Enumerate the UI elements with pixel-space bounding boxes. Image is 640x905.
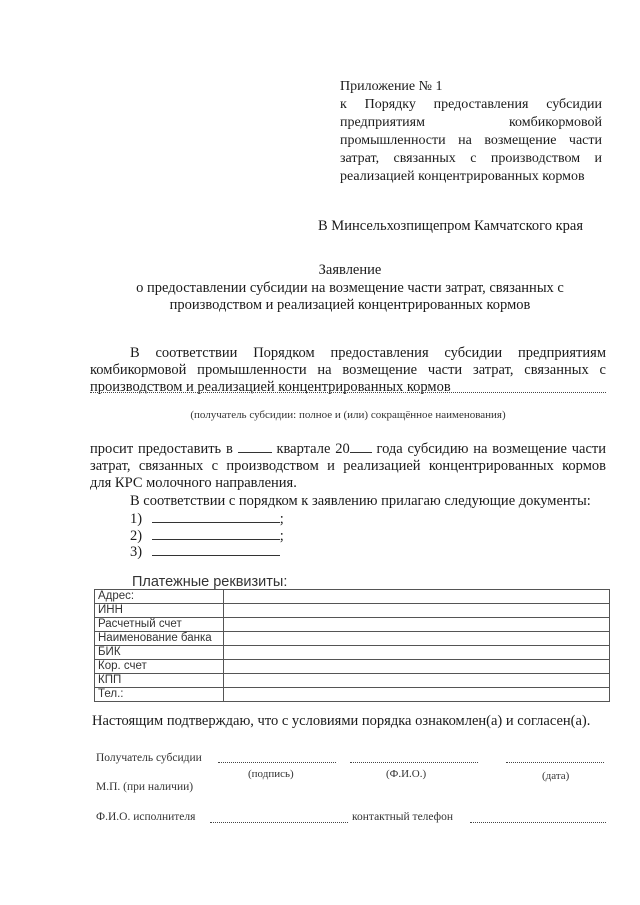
annex-line-2: к Порядку предоставления субсидии bbox=[340, 97, 602, 112]
executor-label: Ф.И.О. исполнителя bbox=[96, 811, 196, 823]
intro-paragraph bbox=[90, 345, 606, 396]
table-row bbox=[95, 688, 610, 702]
request-line-3: для КРС молочного направления. bbox=[90, 475, 297, 491]
table-row bbox=[95, 646, 610, 660]
confirmation-text: Настоящим подтверждаю, что с условиями порядка ознакомлен(а) и согласен(а). bbox=[92, 713, 591, 729]
name-caption: (Ф.И.О.) bbox=[386, 768, 427, 780]
date-field[interactable] bbox=[506, 762, 604, 763]
documents-intro: В соответствии с порядком к заявлению прилагаю следующие документы: bbox=[130, 493, 591, 509]
request-line-1 bbox=[90, 440, 606, 458]
requisite-label: ИНН bbox=[95, 604, 224, 618]
requisite-label: Наименование банка bbox=[95, 632, 224, 646]
document-item-number: 2) bbox=[130, 528, 143, 544]
quarter-field[interactable] bbox=[238, 440, 272, 453]
intro-line-2: комбикормовой промышленности на возмещение части затрат, связанных с bbox=[90, 362, 606, 378]
date-caption: (дата) bbox=[542, 770, 570, 782]
recipient-label: Получатель субсидии bbox=[96, 752, 202, 764]
requisite-value-field[interactable] bbox=[224, 590, 610, 604]
requisite-value-field[interactable] bbox=[224, 632, 610, 646]
requisite-value-field[interactable] bbox=[224, 688, 610, 702]
document-item-field[interactable] bbox=[152, 510, 280, 523]
phone-field[interactable] bbox=[470, 822, 606, 823]
recipient-caption: (получатель субсидии: полное и (или) сокращённое наименования) bbox=[190, 409, 506, 421]
requisite-value-field[interactable] bbox=[224, 604, 610, 618]
request-part-2: квартале 20 bbox=[276, 441, 350, 457]
title-line-2: производством и реализацией концентрированных кормов bbox=[169, 297, 531, 313]
document-item-field[interactable] bbox=[152, 543, 280, 556]
document-item-end: ; bbox=[279, 511, 284, 527]
addressee: В Минсельхозпищепром Камчатского края bbox=[318, 218, 584, 234]
annex-line-3: предприятиям комбикормовой bbox=[340, 115, 602, 130]
requisites-title: Платежные реквизиты: bbox=[132, 574, 288, 590]
table-row bbox=[95, 632, 610, 646]
requisite-label: Адрес: bbox=[95, 590, 224, 604]
intro-line-3: производством и реализацией концентрированных кормов bbox=[90, 379, 451, 395]
request-line-2: затрат, связанных с производством и реализацией концентрированных кормов bbox=[90, 458, 606, 474]
recipient-name-field[interactable] bbox=[90, 392, 606, 393]
document-item-end: ; bbox=[279, 528, 284, 544]
document-item-1 bbox=[130, 510, 284, 528]
document-title bbox=[60, 262, 640, 314]
document-item-3 bbox=[130, 543, 280, 561]
document-item-field[interactable] bbox=[152, 527, 280, 540]
document-item-number: 3) bbox=[130, 544, 143, 560]
stamp-note: М.П. (при наличии) bbox=[96, 781, 194, 793]
requisites-table bbox=[94, 589, 610, 702]
table-row bbox=[95, 674, 610, 688]
executor-name-field[interactable] bbox=[210, 822, 348, 823]
requisite-label: Расчетный счет bbox=[95, 618, 224, 632]
signature-field[interactable] bbox=[218, 762, 336, 763]
requisite-value-field[interactable] bbox=[224, 646, 610, 660]
full-name-field[interactable] bbox=[350, 762, 478, 763]
requisite-label: КПП bbox=[95, 674, 224, 688]
request-paragraph bbox=[90, 440, 606, 492]
requisite-value-field[interactable] bbox=[224, 618, 610, 632]
title-heading: Заявление bbox=[318, 262, 382, 278]
requisite-label: Кор. счет bbox=[95, 660, 224, 674]
requisite-label: Тел.: bbox=[95, 688, 224, 702]
table-row bbox=[95, 660, 610, 674]
table-row bbox=[95, 618, 610, 632]
table-row bbox=[95, 604, 610, 618]
request-part-1: просит предоставить в bbox=[90, 441, 233, 457]
year-field[interactable] bbox=[350, 440, 372, 453]
title-line-1: о предоставлении субсидии на возмещение части затрат, связанных с bbox=[136, 280, 564, 296]
annex-block bbox=[340, 78, 602, 186]
annex-line-4: промышленности на возмещение части bbox=[340, 133, 602, 148]
requisite-value-field[interactable] bbox=[224, 660, 610, 674]
requisite-label: БИК bbox=[95, 646, 224, 660]
annex-line-5: затрат, связанных с производством и bbox=[340, 151, 602, 166]
document-item-number: 1) bbox=[130, 511, 143, 527]
request-part-3: года субсидию на возмещение части bbox=[376, 441, 606, 457]
intro-line-1: В соответствии Порядком предоставления субсидии предприятиям bbox=[130, 345, 606, 361]
signature-caption: (подпись) bbox=[248, 768, 294, 780]
annex-line-1: Приложение № 1 bbox=[340, 79, 443, 94]
requisite-value-field[interactable] bbox=[224, 674, 610, 688]
annex-line-6: реализацией концентрированных кормов bbox=[340, 169, 585, 184]
phone-label: контактный телефон bbox=[352, 811, 454, 823]
table-row bbox=[95, 590, 610, 604]
